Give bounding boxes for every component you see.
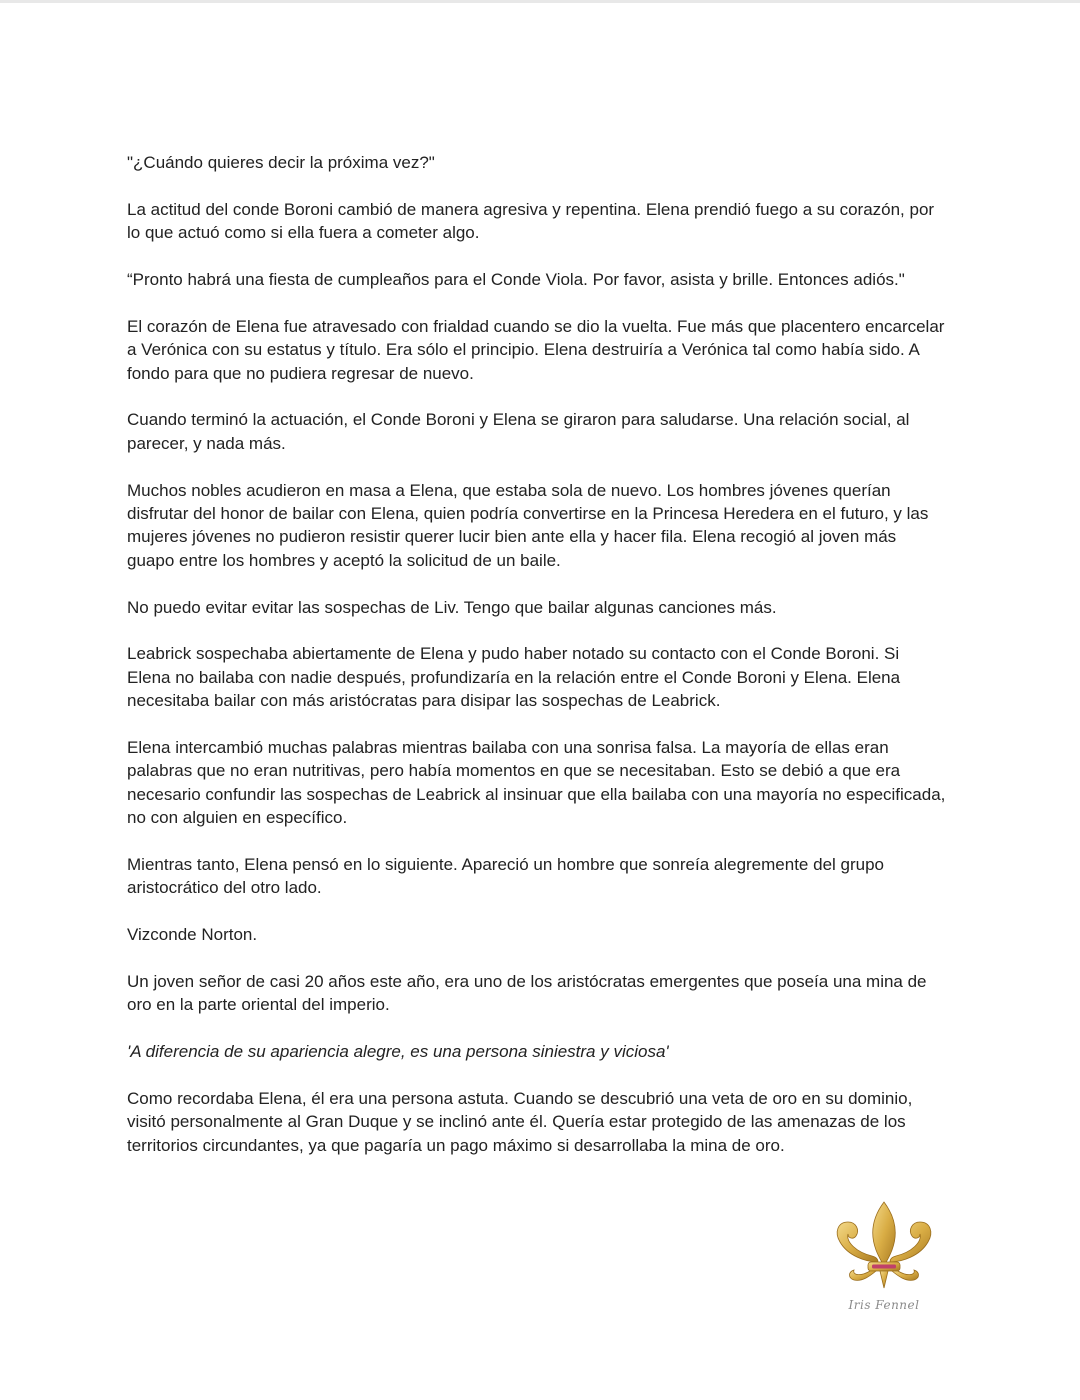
paragraph: Un joven señor de casi 20 años este año, era uno de los aristócratas emergentes que poseía una mina de oro en la parte oriental del imperio. xyxy=(127,972,927,1015)
watermark-signature: Iris Fennel xyxy=(848,1298,920,1312)
document-page xyxy=(127,151,947,1181)
paragraph: No puedo evitar evitar las sospechas de Liv. Tengo que bailar algunas canciones más. xyxy=(127,597,777,617)
paragraph: "¿Cuándo quieres decir la próxima vez?" xyxy=(127,153,435,172)
paragraph: “Pronto habrá una fiesta de cumpleaños para el Conde Viola. Por favor, asista y brille. Entonces adiós." xyxy=(127,270,905,289)
paragraph: Leabrick sospechaba abiertamente de Elena y pudo haber notado su contacto con el Conde Boroni. Si Elena no bailaba con nadie después, profundizaría en la relación entre el Conde Boroni y Elena. Elena necesitaba bailar con más aristócratas para disipar las sospechas de Leabrick. xyxy=(127,644,901,711)
paragraph: Cuando terminó la actuación, el Conde Boroni y Elena se giraron para saludarse. Una relación social, al parecer, y nada más. xyxy=(127,410,910,453)
paragraph: El corazón de Elena fue atravesado con frialdad cuando se dio la vuelta. Fue más que placentero encarcelar a Verónica con su estatus y título. Era sólo el principio. Elena destruiría a Verónica tal como había sido. A fondo para que no pudiera regresar de nuevo. xyxy=(127,316,945,383)
paragraph: Muchos nobles acudieron en masa a Elena, que estaba sola de nuevo. Los hombres jóvenes querían disfrutar del honor de bailar con Elena, quien podría convertirse en la Princesa Heredera en el futuro, y las mujeres jóvenes no pudieron resistir querer lucir bien ante ella y hacer fila. Elena recogió al joven más guapo entre los hombres y aceptó la solicitud de un baile. xyxy=(127,480,929,570)
paragraph: La actitud del conde Boroni cambió de manera agresiva y repentina. Elena prendió fuego a su corazón, por lo que actuó como si ella fuera a cometer algo. xyxy=(127,199,935,243)
paragraph: Elena intercambió muchas palabras mientras bailaba con una sonrisa falsa. La mayoría de ellas eran palabras que no eran nutritivas, pero había momentos en que se necesitaban. Esto se debió a que era necesario confundir las sospechas de Leabrick al insinuar que ella bailaba con una mayoría no especificada, no con alguien en específico. xyxy=(127,738,946,828)
paragraph: Mientras tanto, Elena pensó en lo siguiente. Apareció un hombre que sonreía alegremente del grupo aristocrático del otro lado. xyxy=(127,855,884,898)
paragraph: Vizconde Norton. xyxy=(127,925,258,945)
watermark-logo xyxy=(826,1196,942,1328)
paragraph: Como recordaba Elena, él era una persona astuta. Cuando se descubrió una veta de oro en su dominio, visitó personalmente al Gran Duque y se inclinó ante él. Quería estar protegido de las amenazas de los territorios circundantes, ya que pagaría un pago máximo si desarrollaba la mina de oro. xyxy=(127,1089,913,1155)
italic-quote: 'A diferencia de su apariencia alegre, es una persona siniestra y viciosa' xyxy=(127,1042,669,1062)
top-border xyxy=(0,0,1080,3)
fleur-de-lis-icon xyxy=(826,1196,942,1296)
